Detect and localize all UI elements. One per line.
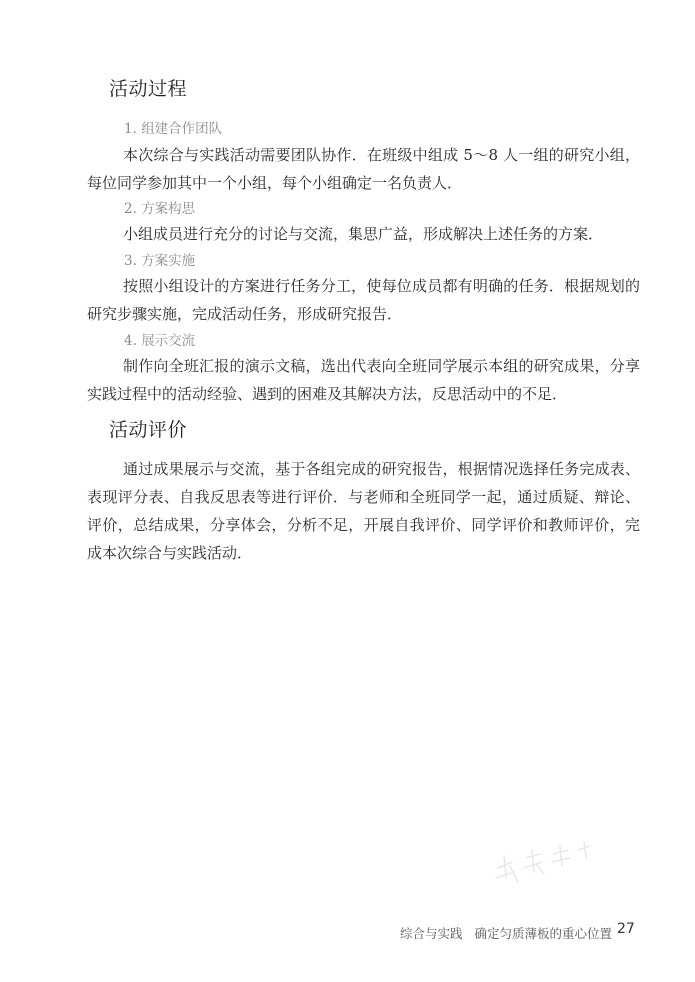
step-2-number: 2.	[124, 201, 137, 217]
step-3-number: 3.	[124, 253, 137, 269]
step-1-number: 1.	[124, 121, 137, 137]
step-1-text: 本次综合与实践活动需要团队协作．在班级中组成 5～8 人一组的研究小组，每位同学参加其中一个小组，每个小组确定一名负责人．	[87, 146, 640, 192]
step-3-text: 按照小组设计的方案进行任务分工，使每位成员都有明确的任务．根据规划的研究步骤实施，完成活动任务，形成研究报告．	[87, 277, 640, 323]
step-2-title	[124, 197, 195, 217]
step-4-title	[124, 329, 195, 349]
footer-running-title	[400, 924, 612, 942]
step-3-title	[124, 249, 195, 269]
step-1-label: 组建合作团队	[141, 121, 223, 137]
evaluation-heading: 活动评价	[109, 419, 188, 441]
watermark-stamp	[492, 838, 602, 888]
page-number: 27	[617, 921, 635, 937]
process-heading: 活动过程	[109, 78, 188, 100]
step-4-text: 制作向全班汇报的演示文稿，选出代表向全班同学展示本组的研究成果，分享实践过程中的活动经验、遇到的困难及其解决方法，反思活动中的不足．	[87, 357, 640, 403]
step-4-number: 4.	[124, 333, 137, 349]
footer-chapter-title: 确定匀质薄板的重心位置	[474, 926, 613, 941]
evaluation-text: 通过成果展示与交流，基于各组完成的研究报告，根据情况选择任务完成表、表现评分表、自我反思表等进行评价．与老师和全班同学一起，通过质疑、辩论、评价，总结成果，分享体会，分析不足，开展自我评价、同学评价和教师评价，完成本次综合与实践活动．	[87, 460, 640, 562]
step-1-title	[124, 117, 222, 137]
footer-book-title: 综合与实践	[400, 926, 463, 941]
step-4-label: 展示交流	[141, 333, 196, 349]
step-3-label: 方案实施	[141, 253, 196, 269]
step-2-label: 方案构思	[141, 201, 196, 217]
step-2-text: 小组成员进行充分的讨论与交流，集思广益，形成解决上述任务的方案．	[123, 225, 604, 243]
